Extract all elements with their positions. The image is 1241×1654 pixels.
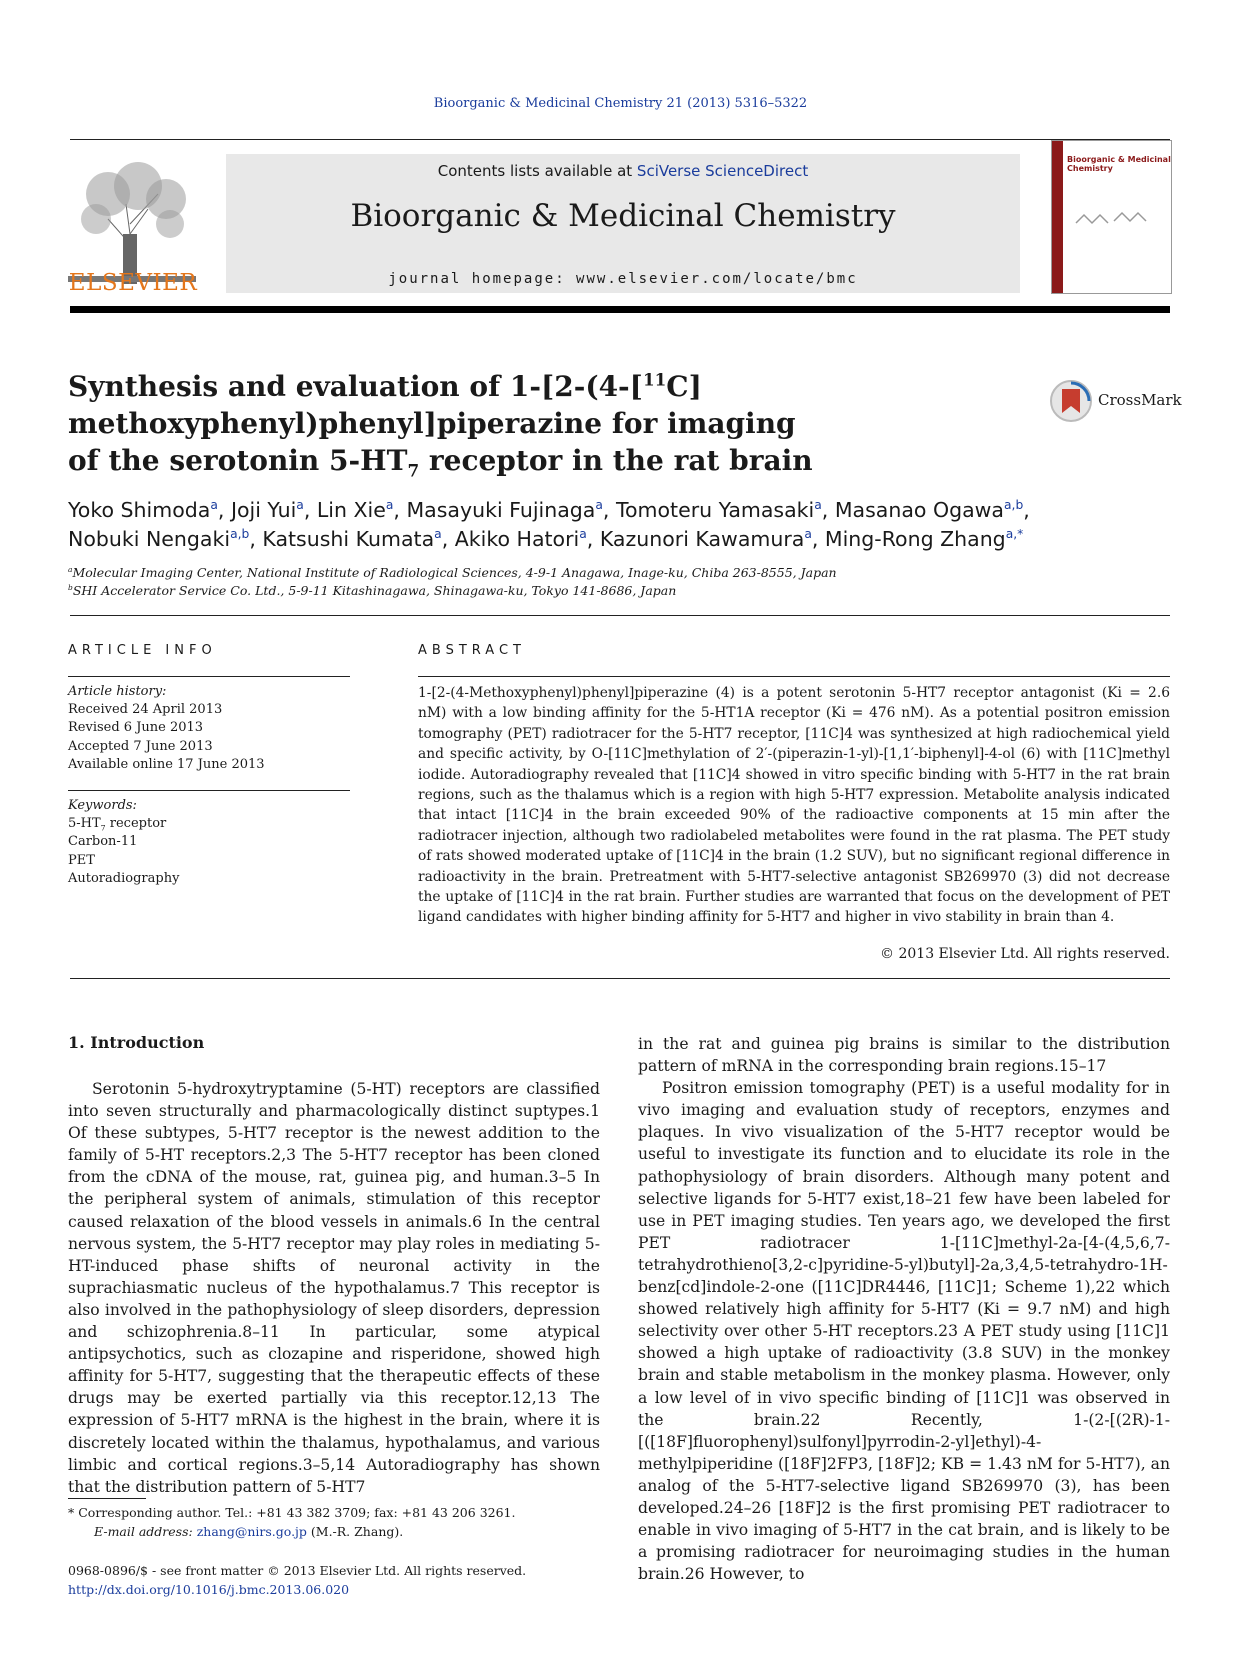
header-rule [70,139,1170,140]
section-heading: 1. Introduction [68,1033,205,1052]
crossmark-icon[interactable] [1049,379,1093,423]
abstract-copyright: © 2013 Elsevier Ltd. All rights reserved. [880,946,1170,962]
intro-paragraph: Serotonin 5-hydroxytryptamine (5-HT) receptors are classified into seven structurally and pharmacologically distinct suptypes.1 Of these subtypes, 5-HT7 receptor is the newest addition to the family of 5-HT receptors.2,3 The 5-HT7 receptor has been cloned from the cDNA of the mouse, rat, guinea pig, and human.3–5 In the peripheral system of animals, stimulation of this receptor caused relaxation of the blood vessels in animals.6 In the central nervous system, the 5-HT7 receptor may play roles in mediating 5-HT-induced phase shifts of neuronal activity in the suprachiasmatic nucleus of the hypothalamus.7 This receptor is also involved in the pathophysiology of sleep disorders, depression and schizophrenia.8–11 In particular, some atypical antipsychotics, such as clozapine and risperidone, showed high affinity for 5-HT7, suggesting that the therapeutic effects of these drugs may be exerted partially via this receptor.12,13 The expression of 5-HT7 mRNA is the highest in the brain, where it is discretely located within the thalamus, hypothalamus, and various limbic and cortical regions.3–5,14 Autoradiography has shown that the distribution pattern of 5-HT7 [68,1080,600,1496]
history-accepted: Accepted 7 June 2013 [68,738,213,754]
author-name: Tomoteru Yamasaki [615,498,815,522]
author-affiliation-mark[interactable]: a [804,527,812,542]
keyword-item: Autoradiography [68,870,180,886]
author-name: Akiko Hatori [454,527,580,551]
abstract-bottom-rule [70,978,1170,979]
author-name: Yoko Shimoda [68,498,211,522]
author-name: Ming-Rong Zhang [824,527,1006,551]
author-name: Lin Xie [316,498,386,522]
affiliation-rule [70,615,1170,616]
doi-link[interactable]: http://dx.doi.org/10.1016/j.bmc.2013.06.020 [68,1582,350,1597]
history-online: Available online 17 June 2013 [68,756,265,772]
history-revised: Revised 6 June 2013 [68,720,204,736]
journal-citation[interactable]: Bioorganic & Medicinal Chemistry 21 (2013) 5316–5322 [433,96,808,111]
journal-name: Bioorganic & Medicinal Chemistry [350,198,896,234]
keywords-rule [68,790,350,791]
issn-note: 0968-0896/$ - see front matter © 2013 Elsevier Ltd. All rights reserved. [68,1563,527,1578]
author-affiliation-mark[interactable]: a [210,498,218,513]
contents-line: Contents lists available at SciVerse ScienceDirect [437,162,809,180]
history-received: Received 24 April 2013 [68,702,223,718]
author-name: Joji Yui [230,498,297,522]
author-affiliation-mark[interactable]: a,* [1005,527,1024,542]
keywords: Keywords: $5-HT_7$ receptor Carbon-11 PET Autoradiography [68,797,179,888]
corresponding-author-note: * Corresponding author. Tel.: +81 43 382 3709; fax: +81 43 206 3261. [68,1505,516,1520]
intro-paragraph: Positron emission tomography (PET) is a useful modality for in vivo imaging and evaluation study of receptors, enzymes and plaques. In vivo visualization of the 5-HT7 receptor would be useful to investigate its function and to elucidate its role in the pathophysiology of brain disorders. Although many potent and selective ligands for 5-HT7 exist,18–21 few have been labeled for use in PET imaging studies. Ten years ago, we developed the first PET radiotracer 1-[11C]methyl-2a-[4-(4,5,6,7-tetrahydrothieno[3,2-c]pyridine-5-yl)butyl]-2a,3,4,5-tetrahydro-1H-benz[cd]indole-2-one ([11C]DR4446, [11C]1; Scheme 1),22 which showed relatively high affinity for 5-HT7 (Ki = 9.7 nM) and high selectivity over other 5-HT receptors.23 A PET study using [11C]1 showed a high uptake of radioactivity (3.8 SUV) in the monkey brain and stable metabolism in the monkey plasma. However, only a low level of in vivo specific binding of [11C]1 was observed in the brain.22 Recently, 1-(2-[(2R)-1-[([18F]fluorophenyl)sulfonyl]pyrrodin-2-yl]ethyl)-4-methylpiperidine ([18F]2FP3, [18F]2; KB = 1.43 nM for 5-HT7), an analog of the 5-HT7-selective ligand SB269970 (3), has been developed.24–26 [18F]2 is the first promising PET radiotracer to enable in vivo imaging of 5-HT7 in the cat brain, and is likely to be a promising radiotracer for neuroimaging studies in the human brain.26 However, to [638,1079,1170,1584]
author-name: Masayuki Fujinaga [406,498,596,522]
keyword-item: Carbon-11 [68,834,138,850]
journal-masthead [226,154,1020,293]
intro-paragraph-cont: in the rat and guinea pig brains is similar to the distribution pattern of mRNA in the corresponding brain regions.15–17 [638,1035,1170,1076]
author-affiliation-mark[interactable]: a [595,498,603,513]
author-name: Kazunori Kawamura [599,527,805,551]
author-name: Nobuki Nengaki [68,527,231,551]
keyword-item: PET [68,852,95,868]
author-name: Masanao Ogawa [834,498,1004,522]
cover-molecule-icon [1074,209,1154,233]
journal-cover-thumbnail [1051,140,1172,294]
affiliation-a: $^a$Molecular Imaging Center, National Institute of Radiological Sciences, 4-9-1 Anagawa, Inage-ku, Chiba 263-8555, Japan [68,564,837,580]
cover-title: Bioorganic & Medicinal Chemistry [1067,155,1171,173]
journal-homepage[interactable]: journal homepage: www.elsevier.com/locate/bmc [388,271,858,287]
article-title: Synthesis and evaluation of 1-[2-(4-[$^{11}$C] methoxyphenyl)phenyl]piperazine for imaging of the serotonin $5-HT_7$ receptor in the rat brain [68,369,813,481]
article-info-heading: ARTICLE INFO [68,643,217,658]
intro-left-column [68,1078,600,1498]
elsevier-wordmark: ELSEVIER [68,270,198,296]
header-thick-rule [70,306,1170,313]
footnote-rule [68,1498,146,1499]
author-affiliation-mark[interactable]: a,b [1004,498,1024,513]
author-affiliation-mark[interactable]: a [579,527,587,542]
email-link[interactable]: zhang@nirs.go.jp [196,1524,307,1539]
author-list: Yoko Shimoda$^a$, Joji Yui$^a$, Lin Xie$^a$, Masayuki Fujinaga$^a$, Tomoteru Yamasaki$^a$, Masanao Ogawa$^{a,b}$, Nobuki Nengaki$^{a,b}$, Katsushi Kumata$^a$, Akiko Hatori$^a$, Kazunori Kawamura$^a$, Ming-Rong Zhang$^{a,*}$ [68,498,1030,551]
crossmark-label[interactable]: CrossMark [1098,391,1182,409]
abstract-heading: ABSTRACT [418,643,526,658]
sciencedirect-link[interactable]: SciVerse ScienceDirect [636,162,809,180]
author-affiliation-mark[interactable]: a [434,527,442,542]
email-note: E-mail address: zhang@nirs.go.jp (M.-R. Zhang). [94,1524,404,1539]
cover-spine [1052,141,1063,293]
author-name: Katsushi Kumata [262,527,435,551]
article-info-rule [68,676,350,677]
author-affiliation-mark[interactable]: a [385,498,394,513]
abstract-rule [418,676,1170,677]
article-history: Article history: Received 24 April 2013 Revised 6 June 2013 Accepted 7 June 2013 Available online 17 June 2013 [68,683,265,774]
author-affiliation-mark[interactable]: a,b [230,527,250,542]
author-affiliation-mark[interactable]: a [814,498,822,513]
abstract-text: 1-[2-(4-Methoxyphenyl)phenyl]piperazine (4) is a potent serotonin 5-HT7 receptor antagonist (Ki = 2.6 nM) with a low binding affinity for the 5-HT1A receptor (Ki = 476 nM). As a potential positron emission tomography (PET) radiotracer for the 5-HT7 receptor, [11C]4 was synthesized at high radiochemical yield and specific activity, by O-[11C]methylation of 2′-(piperazin-1-yl)-[1,1′-biphenyl]-4-ol (6) with [11C]methyl iodide. Autoradiography revealed that [11C]4 showed in vitro specific binding with 5-HT7 in the rat brain regions, such as the thalamus which is a region with high 5-HT7 expression. Metabolite analysis indicated that intact [11C]4 in the brain exceeded 90% of the radioactive components at 15 min after the radiotracer injection, although two radiolabeled metabolites were found in the rat plasma. The PET study of rats showed moderated uptake of [11C]4 in the brain (1.2 SUV), but no significant regional difference in radioactivity in the brain. Pretreatment with 5-HT7-selective antagonist SB269970 (3) did not decrease the uptake of [11C]4 in the rat brain. Further studies are warranted that focus on the development of PET ligand candidates with higher binding affinity for 5-HT7 and higher in vivo stability in brain than 4. [418,685,1170,926]
author-affiliation-mark[interactable]: a [296,498,304,513]
affiliation-b: $^b$SHI Accelerator Service Co. Ltd., 5-9-11 Kitashinagawa, Shinagawa-ku, Tokyo 141-8686, Japan [68,582,677,598]
intro-right-column [638,1033,1170,1585]
keyword-item: $5-HT_7$ receptor [68,816,167,833]
